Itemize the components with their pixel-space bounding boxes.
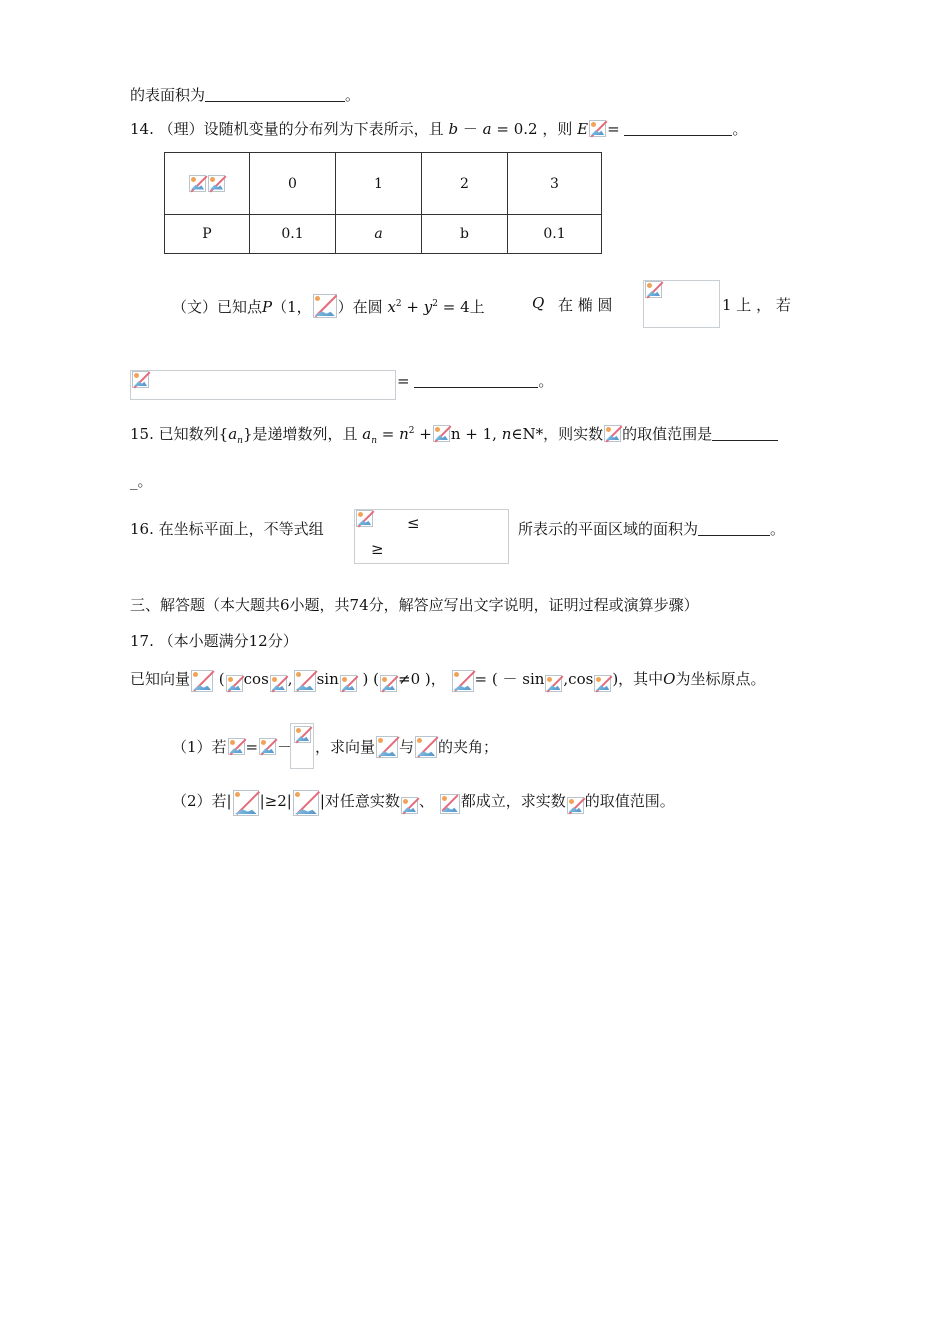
on-ellipse: 在 椭 圆 — [558, 296, 613, 314]
q14-end: 。 — [538, 372, 554, 390]
table-cell: a — [336, 215, 422, 254]
cos: ,cos — [563, 670, 594, 688]
formula-image-icon — [604, 425, 621, 442]
q14-line — [130, 118, 747, 139]
ge-sign: ≥ — [371, 540, 384, 558]
table-cell: 0 — [250, 153, 336, 215]
beta-icon — [594, 675, 611, 692]
cos: cos — [243, 670, 269, 688]
q13-end: 。 — [345, 86, 361, 104]
q15-end: _。 — [130, 472, 153, 490]
q15-text: }是递增数列，且 — [242, 425, 358, 443]
formula-image-icon — [433, 425, 450, 442]
table-header-cell — [165, 153, 250, 215]
var-y: y — [423, 298, 433, 316]
sub-n: n — [371, 436, 378, 446]
q17-text: ，求向量 — [315, 738, 376, 756]
q16-text: 在坐标平面上，不等式组 — [158, 520, 324, 538]
ellipse-formula-frame — [643, 280, 720, 328]
plus: + — [401, 298, 424, 316]
q14-text: （理）设随机变量的分布列为下表所示，且 — [158, 120, 444, 138]
q15-number: 15. — [130, 425, 154, 443]
q15-line — [130, 423, 778, 446]
lambda-icon — [567, 797, 584, 814]
pi-fraction-icon — [294, 726, 311, 743]
q16-tail — [518, 518, 785, 539]
table-cell: 1 — [336, 153, 422, 215]
var-a: a — [482, 120, 492, 138]
q16-line — [130, 518, 324, 539]
q17-text: = ( － sin — [474, 670, 545, 688]
answer-blank — [698, 521, 770, 536]
formula-image-icon — [313, 294, 337, 318]
var-e: E — [577, 120, 589, 138]
q17-text: |≥2| — [259, 792, 292, 810]
beta-icon — [545, 675, 562, 692]
table-cell: 2 — [422, 153, 508, 215]
formula-image-icon — [208, 175, 225, 192]
square: 2 — [432, 299, 438, 309]
formula-image-icon — [645, 281, 662, 298]
var-o: O — [663, 670, 676, 688]
paren: ) ( — [362, 670, 379, 688]
q14-wen-answer — [397, 370, 553, 391]
lambda-icon — [380, 675, 397, 692]
fraction-frame — [290, 723, 314, 769]
table-cell: 0.1 — [508, 215, 602, 254]
q13-tail — [130, 84, 360, 105]
table-cell: b — [422, 215, 508, 254]
p-close: ）在圆 — [337, 298, 383, 316]
answer-blank — [205, 87, 345, 102]
answer-blank — [414, 373, 538, 388]
var-p: P — [262, 298, 273, 316]
q17-text: 已知向量 — [130, 670, 191, 688]
sub-n: n — [237, 436, 243, 446]
q15-text: ∈N*，则实数 — [511, 425, 604, 443]
vector-ob-icon — [415, 736, 437, 758]
sep: 、 — [418, 792, 434, 810]
wen-label: （文）已知点 — [172, 298, 263, 316]
vector-ob-icon — [452, 670, 474, 692]
eq-sign: = — [607, 120, 620, 138]
beta-icon — [259, 738, 276, 755]
answer-blank — [624, 121, 732, 136]
distribution-table — [164, 152, 602, 254]
q16-text: 所表示的平面区域的面积为 — [518, 520, 699, 538]
q14-wen-line — [172, 294, 485, 318]
q17-line1 — [130, 668, 766, 692]
q17-part1 — [172, 736, 292, 757]
var-n: n — [399, 425, 409, 443]
var-x: x — [387, 298, 396, 316]
p-open: （1， — [272, 298, 312, 316]
inequality-system-frame — [354, 509, 509, 564]
q14-end: 。 — [732, 120, 748, 138]
q14-eq-val: = 0.2 ，则 — [496, 120, 573, 138]
q17-part1-tail — [315, 736, 498, 758]
q16-end: 。 — [770, 520, 786, 538]
vector-ob-icon — [293, 790, 319, 816]
var-b: b — [448, 120, 459, 138]
eq-sign: = — [245, 738, 259, 756]
formula-image-icon — [356, 510, 373, 527]
lambda-icon — [294, 670, 316, 692]
neq-zero: ≠0 )， — [398, 670, 446, 688]
q17-text: 的取值范围。 — [584, 792, 675, 810]
q13-text: 的表面积为 — [130, 86, 206, 104]
table-header-cell: P — [165, 215, 250, 254]
vector-formula-frame — [130, 370, 396, 400]
var-n: n — [501, 425, 512, 443]
alpha-icon — [401, 797, 418, 814]
q17-text: 为坐标原点。 — [675, 670, 766, 688]
plus: + — [414, 425, 432, 443]
answer-blank — [712, 426, 778, 441]
table-cell: 3 — [508, 153, 602, 215]
q17-text: 都成立，求实数 — [460, 792, 566, 810]
q16-number: 16. — [130, 520, 154, 538]
alpha-icon — [340, 675, 357, 692]
section-heading: 三、解答题（本大题共6小题，共74分，解答应写出文字说明，证明过程或演算步骤） — [130, 596, 699, 614]
q17-text: )，其中 — [612, 670, 664, 688]
eq-sign: = — [397, 372, 410, 390]
eq-sign: = — [377, 425, 400, 443]
square: 2 — [408, 426, 415, 436]
sin: sin — [316, 670, 339, 688]
formula-image-icon — [132, 371, 149, 388]
le-sign: ≤ — [407, 514, 420, 532]
minus-sign: － — [277, 738, 293, 756]
comma: , — [287, 670, 293, 688]
minus-sign: － — [462, 120, 478, 138]
part1-label: （1）若 — [172, 738, 227, 756]
var-a: a — [362, 425, 372, 443]
vector-oa-icon — [376, 736, 398, 758]
alpha-icon — [228, 738, 245, 755]
table-cell: 0.1 — [250, 215, 336, 254]
vector-oa-icon — [191, 670, 213, 692]
alpha-icon — [270, 675, 287, 692]
q17-part2 — [172, 790, 675, 816]
beta-icon — [440, 794, 460, 814]
formula-image-icon — [189, 175, 206, 192]
var-a: a — [228, 425, 238, 443]
q14-number: 14. — [130, 120, 154, 138]
q15-text: 已知数列{ — [158, 425, 229, 443]
q17-text: 与 — [399, 738, 415, 756]
paren: ( — [218, 670, 225, 688]
part2-label: （2）若| — [172, 792, 232, 810]
q15-text: n + 1, — [450, 425, 497, 443]
q17-text: |对任意实数 — [319, 792, 400, 810]
square: 2 — [395, 299, 402, 309]
vector-ab-icon — [233, 790, 259, 816]
q15-text: 的取值范围是 — [622, 425, 713, 443]
q17-text: 的夹角； — [438, 738, 499, 756]
q17-header: 17. （本小题满分12分） — [130, 632, 298, 650]
lambda-icon — [226, 675, 243, 692]
var-q: Q — [532, 294, 545, 312]
table-row — [165, 215, 602, 254]
formula-image-icon — [589, 120, 606, 137]
ellipse-tail: 1 上 ， 若 — [722, 296, 791, 314]
table-row — [165, 153, 602, 215]
circle-rhs: = 4上 — [437, 298, 485, 316]
